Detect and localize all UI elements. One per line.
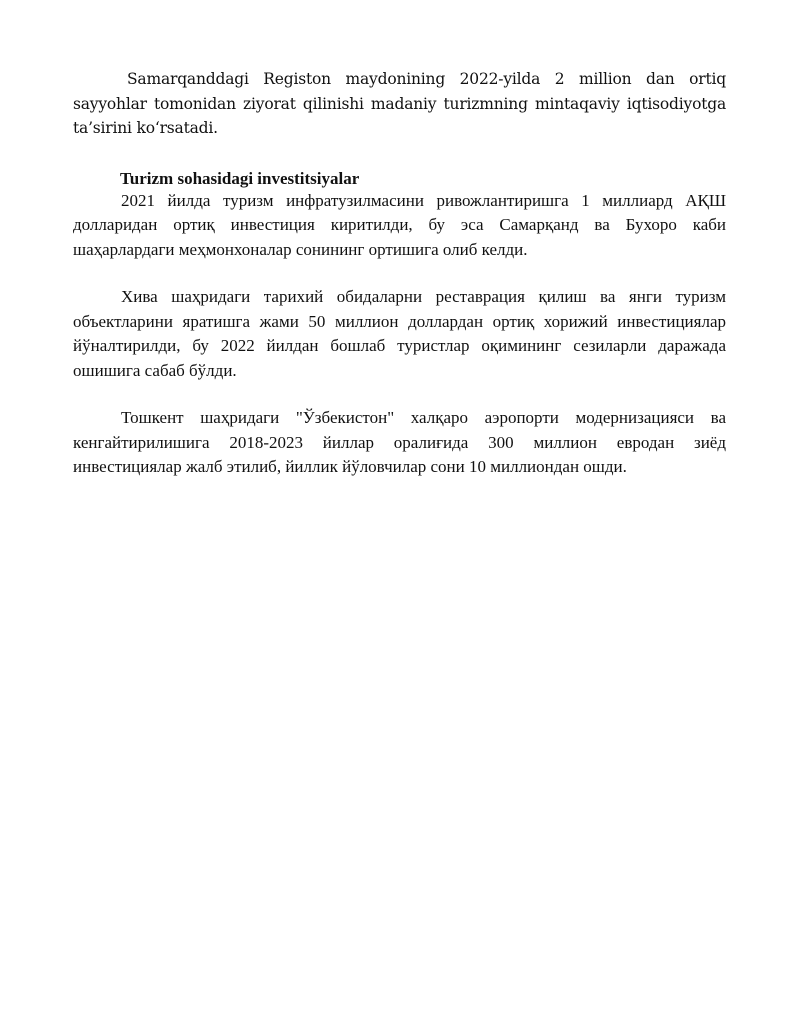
paragraph-investment-infrastructure: 2021 йилда туризм инфратузилмасини ривожлантиришга 1 миллиард АҚШ долларидан ортиқ инвестиция киритилди, бу эса Самарқанд ва Бухоро каби шаҳарлардаги меҳмонхоналар сонининг ортишига олиб келди. — [73, 190, 726, 259]
paragraph-investment-khiva: Хива шаҳридаги тарихий обидаларни реставрация қилиш ва янги туризм объектларини яратишга жами 50 миллион доллардан ортиқ хорижий инвестициялар йўналтирилди, бу 2022 йилдан бошлаб туристлар оқимининг сезиларли даражада ошишига сабаб бўлди. — [73, 287, 726, 380]
intro-paragraph: Samarqanddagi Registon maydonining 2022-yilda 2 million dan ortiq sayyohlar tomonidan ziyorat qilinishi madaniy turizmning mintaqaviy iqtisodiyotga ta’sirini ko‘rsatadi. — [73, 70, 726, 137]
document-page — [73, 67, 726, 480]
paragraph-investment-airport: Тошкент шаҳридаги "Ўзбекистон" халқаро аэропорти модернизацияси ва кенгайтирилишига 2018-2023 йиллар оралиғида 300 миллион евродан зиёд инвестициялар жалб этилиб, йиллик йўловчилар сони 10 миллиондан ошди. — [73, 408, 726, 476]
section-heading: Turizm sohasidagi investitsiyalar — [120, 168, 360, 188]
